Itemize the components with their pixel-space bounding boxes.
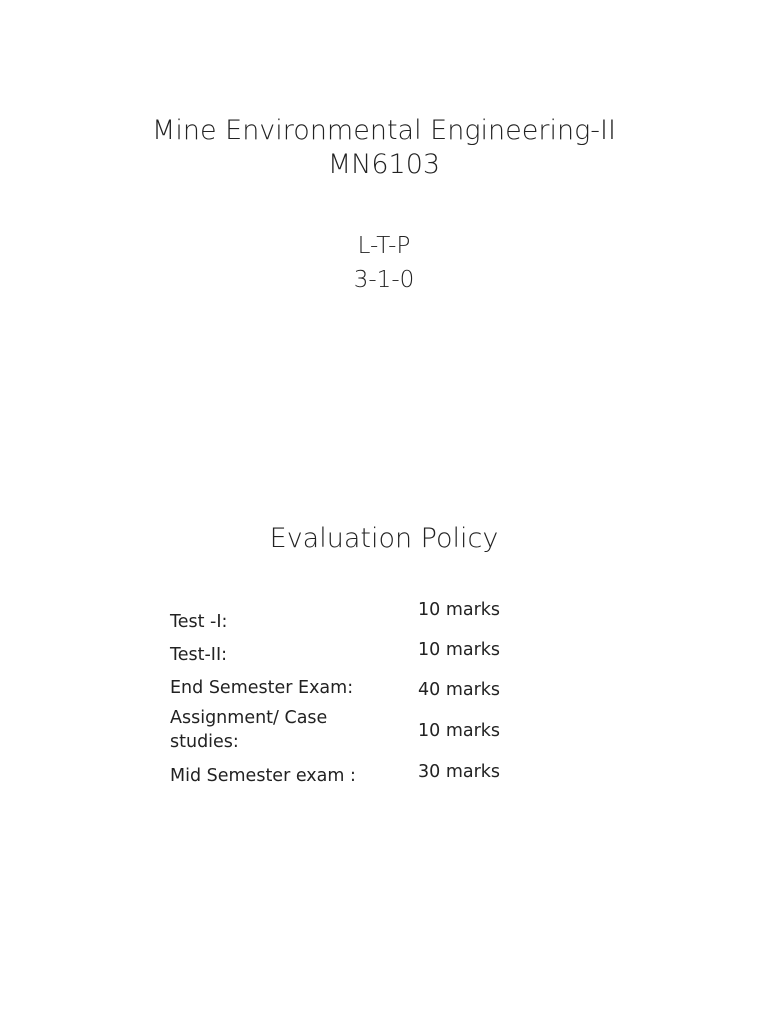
evaluation-item-marks: 30 marks	[418, 762, 501, 782]
evaluation-row	[0, 760, 768, 800]
course-title-block	[0, 114, 768, 182]
evaluation-item-label: Mid Semester exam :	[170, 766, 356, 786]
evaluation-item-marks: 40 marks	[418, 680, 501, 700]
evaluation-row	[0, 706, 768, 752]
ltp-block	[0, 229, 768, 297]
evaluation-item-label: Test-II:	[170, 645, 227, 665]
evaluation-item-marks: 10 marks	[418, 640, 501, 660]
evaluation-row	[0, 638, 768, 678]
evaluation-item-marks: 10 marks	[418, 721, 501, 741]
evaluation-policy-heading: Evaluation Policy	[269, 523, 499, 554]
ltp-value: 3-1-0	[353, 267, 415, 293]
evaluation-item-label: End Semester Exam:	[170, 678, 354, 698]
evaluation-item-label: Assignment/ Case studies:	[170, 708, 328, 752]
course-title: Mine Environmental Engineering-II	[152, 115, 616, 146]
evaluation-item-label: Test -I:	[170, 612, 228, 632]
evaluation-row	[0, 598, 768, 638]
evaluation-item-marks: 10 marks	[418, 600, 501, 620]
course-code: MN6103	[327, 149, 441, 180]
ltp-label: L-T-P	[357, 233, 411, 259]
